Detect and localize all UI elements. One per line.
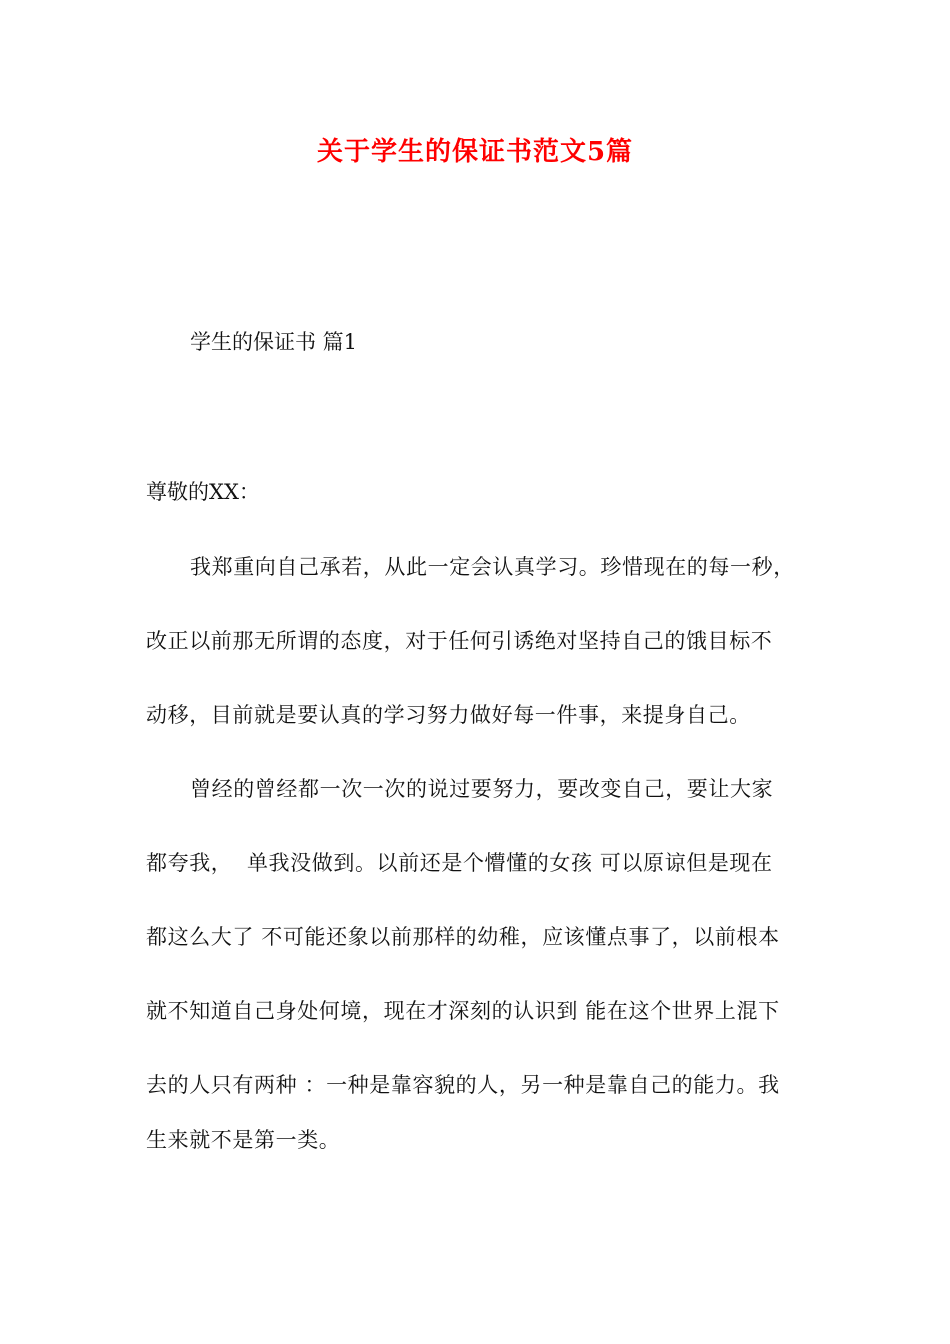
paragraph-2-line-2: 都夸我， 单我没做到。以前还是个懵懂的女孩 可以原谅但是现在 <box>146 851 773 875</box>
section-heading: 学生的保证书 篇1 <box>190 330 358 354</box>
salutation: 尊敬的XX： <box>146 480 260 504</box>
paragraph-2-line-5: 去的人只有两种 ：一种是靠容貌的人，另一种是靠自己的能力。我 <box>146 1073 780 1097</box>
document-title: 关于学生的保证书范文5篇 <box>316 137 634 167</box>
paragraph-2-line-3: 都这么大了 不可能还象以前那样的幼稚，应该懂点事了，以前根本 <box>146 925 780 949</box>
paragraph-2-line-6: 生来就不是第一类。 <box>146 1128 341 1152</box>
paragraph-2-line-4: 就不知道自己身处何境，现在才深刻的认识到 能在这个世界上混下 <box>146 999 780 1023</box>
paragraph-1-line-1: 我郑重向自己承若，从此一定会认真学习。珍惜现在的每一秒， <box>190 555 795 579</box>
paragraph-2-line-1: 曾经的曾经都一次一次的说过要努力，要改变自己，要让大家 <box>190 777 774 801</box>
paragraph-1-line-3: 动移，目前就是要认真的学习努力做好每一件事，来提身自己。 <box>146 703 751 727</box>
paragraph-1-line-2: 改正以前那无所谓的态度，对于任何引诱绝对坚持自己的饿目标不 <box>146 629 773 653</box>
